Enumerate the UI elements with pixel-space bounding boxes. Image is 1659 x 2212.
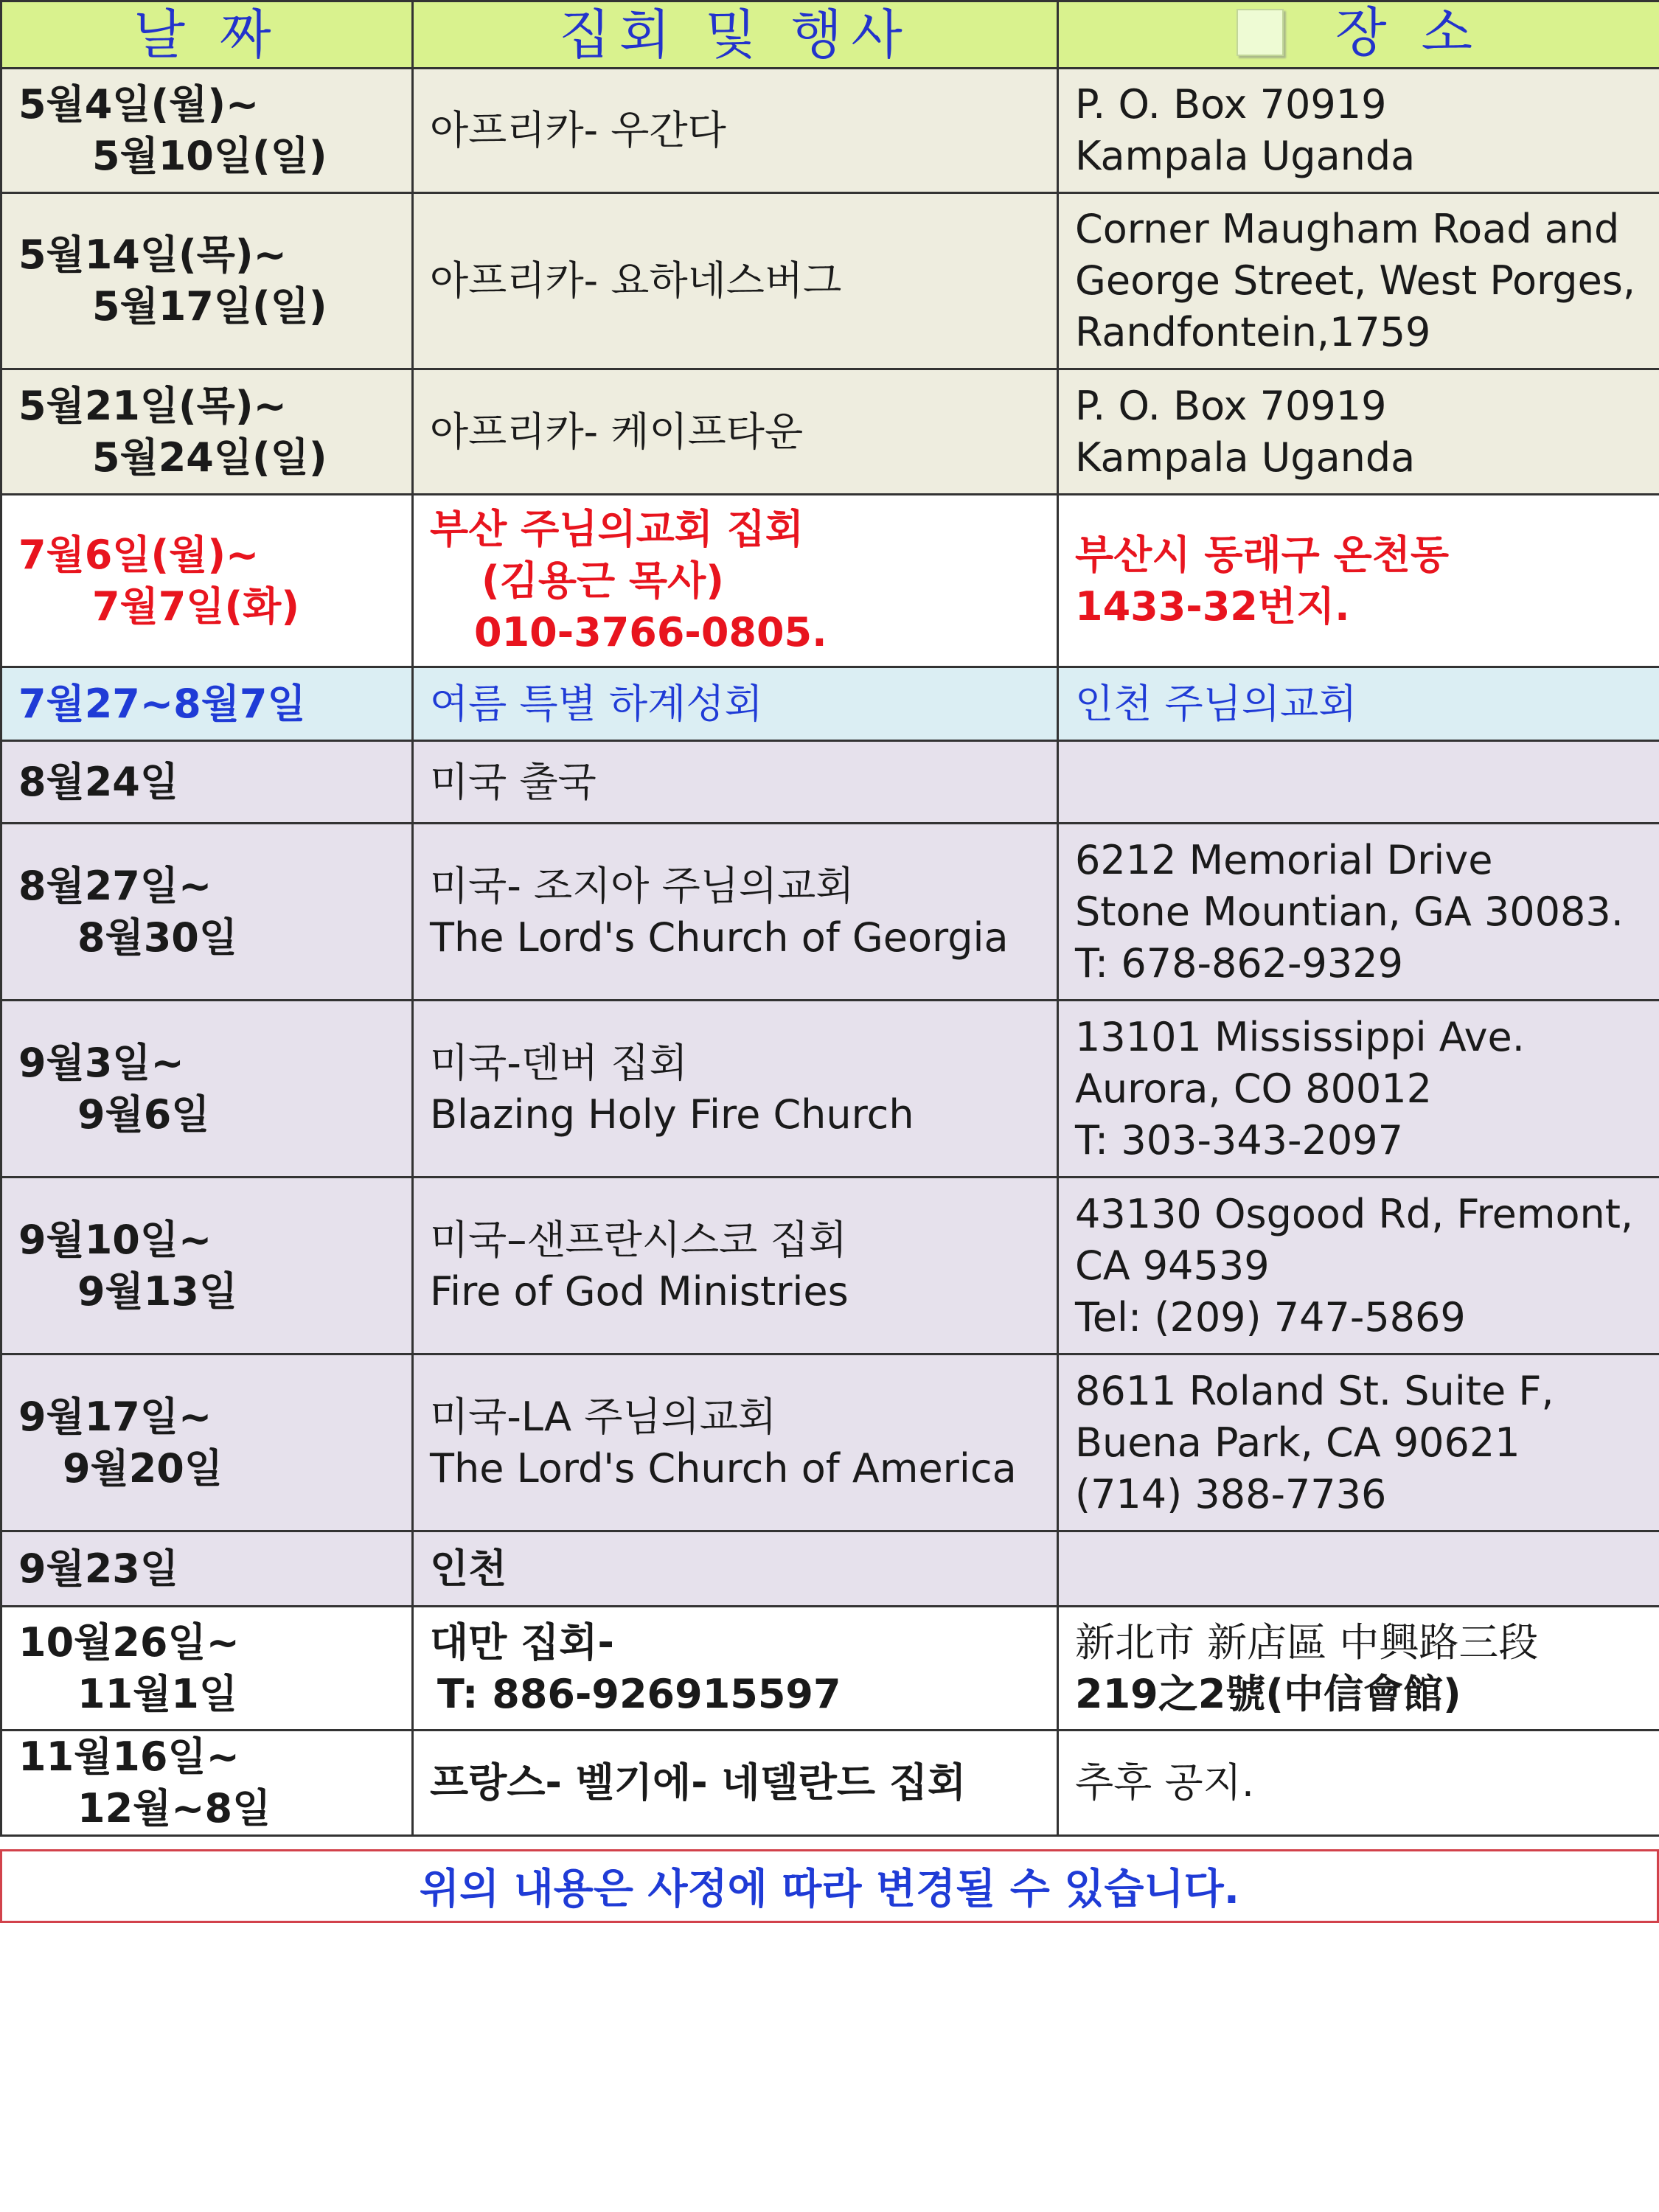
place-line: 부산시 동래구 온천동 — [1075, 531, 1450, 578]
date-line: 7월27~8월7일 — [18, 680, 306, 727]
place-line: 추후 공지. — [1075, 1759, 1254, 1806]
event-line: 프랑스- 벨기에- 네델란드 집회 — [430, 1759, 967, 1806]
place-line: 6212 Memorial Drive — [1075, 836, 1493, 883]
place-cell — [1058, 1607, 1659, 1731]
date-line: 5월10일(일) — [92, 133, 327, 179]
event-line: 인천 — [430, 1545, 507, 1592]
header-event: 집회 및 행사 — [413, 1, 1058, 69]
date-line: 8월27일~ — [18, 862, 212, 909]
date-cell — [1, 1531, 413, 1607]
date-cell — [1, 1731, 413, 1836]
event-line: (김용근 목사) — [481, 557, 724, 604]
place-line: 219之2號(中信會館) — [1075, 1670, 1461, 1717]
event-line: The Lord's Church of Georgia — [430, 914, 1009, 961]
date-cell — [1, 741, 413, 824]
date-line: 11월16일~ — [18, 1733, 240, 1780]
place-cell — [1058, 667, 1659, 741]
event-line: 010-3766-0805. — [474, 608, 827, 655]
event-cell — [413, 495, 1058, 667]
date-line: 9월23일 — [18, 1545, 179, 1592]
table-row — [1, 824, 1659, 1001]
table-row — [1, 1607, 1659, 1731]
table-row — [1, 193, 1659, 369]
header-date: 날 짜 — [1, 1, 413, 69]
place-line: Kampala Uganda — [1075, 434, 1416, 481]
table-row — [1, 741, 1659, 824]
event-cell — [413, 1178, 1058, 1354]
date-line: 5월17일(일) — [92, 283, 327, 330]
date-cell — [1, 1178, 413, 1354]
place-line: (714) 388-7736 — [1075, 1470, 1387, 1517]
date-line: 7월6일(월)~ — [18, 531, 260, 578]
event-cell — [413, 667, 1058, 741]
table-row — [1, 1531, 1659, 1607]
table-row — [1, 1178, 1659, 1354]
date-cell — [1, 193, 413, 369]
place-cell — [1058, 1001, 1659, 1178]
place-line: 新北市 新店區 中興路三段 — [1075, 1618, 1539, 1666]
checkbox-icon — [1237, 9, 1284, 56]
date-line: 5월4일(월)~ — [18, 81, 260, 128]
event-cell — [413, 1607, 1058, 1731]
event-cell — [413, 741, 1058, 824]
table-row — [1, 1001, 1659, 1178]
date-line: 5월21일(목)~ — [18, 382, 287, 429]
date-cell — [1, 667, 413, 741]
place-line: Randfontein,1759 — [1075, 309, 1431, 355]
event-cell — [413, 1354, 1058, 1531]
place-line: P. O. Box 70919 — [1075, 382, 1387, 429]
table-row — [1, 369, 1659, 495]
date-line: 9월17일~ — [18, 1393, 212, 1440]
event-cell — [413, 1001, 1058, 1178]
place-cell — [1058, 369, 1659, 495]
date-line: 5월24일(일) — [92, 434, 327, 481]
date-cell — [1, 369, 413, 495]
place-line: Tel: (209) 747-5869 — [1075, 1293, 1466, 1340]
event-line: 미국-LA 주님의교회 — [430, 1393, 777, 1440]
date-line: 10월26일~ — [18, 1618, 240, 1666]
date-cell — [1, 1001, 413, 1178]
date-cell — [1, 1354, 413, 1531]
event-line: 아프리카- 케이프타운 — [430, 408, 804, 455]
place-line: T: 678-862-9329 — [1075, 939, 1403, 987]
place-line: CA 94539 — [1075, 1242, 1270, 1289]
place-line: 13101 Mississippi Ave. — [1075, 1013, 1525, 1060]
header-place-label: 장 소 — [1335, 1, 1481, 63]
notice-text: 위의 내용은 사정에 따라 변경될 수 있습니다. — [420, 1865, 1239, 1913]
event-cell — [413, 69, 1058, 193]
event-cell — [413, 369, 1058, 495]
event-cell — [413, 193, 1058, 369]
table-row — [1, 69, 1659, 193]
place-line: Kampala Uganda — [1075, 133, 1416, 179]
place-cell — [1058, 741, 1659, 824]
date-line: 9월13일 — [77, 1267, 238, 1315]
event-line: Blazing Holy Fire Church — [430, 1091, 914, 1138]
date-line: 9월10일~ — [18, 1216, 212, 1263]
date-line: 12월~8일 — [77, 1785, 271, 1832]
table-header-row — [1, 1, 1659, 69]
event-line: 대만 집회- — [430, 1618, 614, 1666]
date-cell — [1, 1607, 413, 1731]
place-line: 43130 Osgood Rd, Fremont, — [1075, 1190, 1634, 1237]
place-cell — [1058, 193, 1659, 369]
place-cell — [1058, 69, 1659, 193]
table-row — [1, 1731, 1659, 1836]
header-place — [1058, 1, 1659, 69]
place-cell — [1058, 1531, 1659, 1607]
date-line: 5월14일(목)~ — [18, 232, 287, 278]
place-line: Buena Park, CA 90621 — [1075, 1419, 1520, 1466]
table-row — [1, 667, 1659, 741]
place-cell — [1058, 495, 1659, 667]
date-line: 8월24일 — [18, 758, 179, 805]
event-line: 여름 특별 하계성회 — [430, 680, 763, 727]
event-line: 아프리카- 요하네스버그 — [430, 257, 842, 304]
event-line: 미국–샌프란시스코 집회 — [430, 1216, 847, 1263]
date-line: 9월20일 — [63, 1444, 223, 1492]
place-cell — [1058, 1731, 1659, 1836]
place-cell — [1058, 1354, 1659, 1531]
date-cell — [1, 824, 413, 1001]
event-line: 미국- 조지아 주님의교회 — [430, 862, 855, 909]
date-cell — [1, 495, 413, 667]
place-line: 1433-32번지. — [1075, 582, 1350, 630]
event-line: 미국 출국 — [430, 758, 597, 805]
event-cell — [413, 1731, 1058, 1836]
date-line: 9월3일~ — [18, 1039, 184, 1086]
date-line: 9월6일 — [77, 1091, 210, 1138]
date-cell — [1, 69, 413, 193]
event-line: Fire of God Ministries — [430, 1267, 849, 1315]
place-line: Corner Maugham Road and — [1075, 206, 1620, 252]
event-cell — [413, 1531, 1058, 1607]
place-cell — [1058, 1178, 1659, 1354]
place-cell — [1058, 824, 1659, 1001]
event-line: 미국-덴버 집회 — [430, 1039, 688, 1086]
notice-box — [0, 1849, 1659, 1923]
date-line: 8월30일 — [77, 914, 238, 961]
event-line: 부산 주님의교회 집회 — [430, 505, 804, 552]
event-cell — [413, 824, 1058, 1001]
place-line: T: 303-343-2097 — [1075, 1116, 1403, 1164]
event-line: 아프리카- 우간다 — [430, 107, 726, 153]
place-line: Aurora, CO 80012 — [1075, 1065, 1432, 1112]
table-row — [1, 1354, 1659, 1531]
event-line: T: 886-926915597 — [437, 1670, 841, 1717]
date-line: 7월7일(화) — [92, 582, 299, 630]
place-line: George Street, West Porges, — [1075, 257, 1636, 304]
date-line: 11월1일 — [77, 1670, 238, 1717]
place-line: 인천 주님의교회 — [1075, 680, 1357, 727]
place-line: P. O. Box 70919 — [1075, 81, 1387, 128]
table-row — [1, 495, 1659, 667]
place-line: 8611 Roland St. Suite F, — [1075, 1367, 1554, 1414]
event-line: The Lord's Church of America — [430, 1444, 1017, 1492]
place-line: Stone Mountian, GA 30083. — [1075, 888, 1624, 935]
